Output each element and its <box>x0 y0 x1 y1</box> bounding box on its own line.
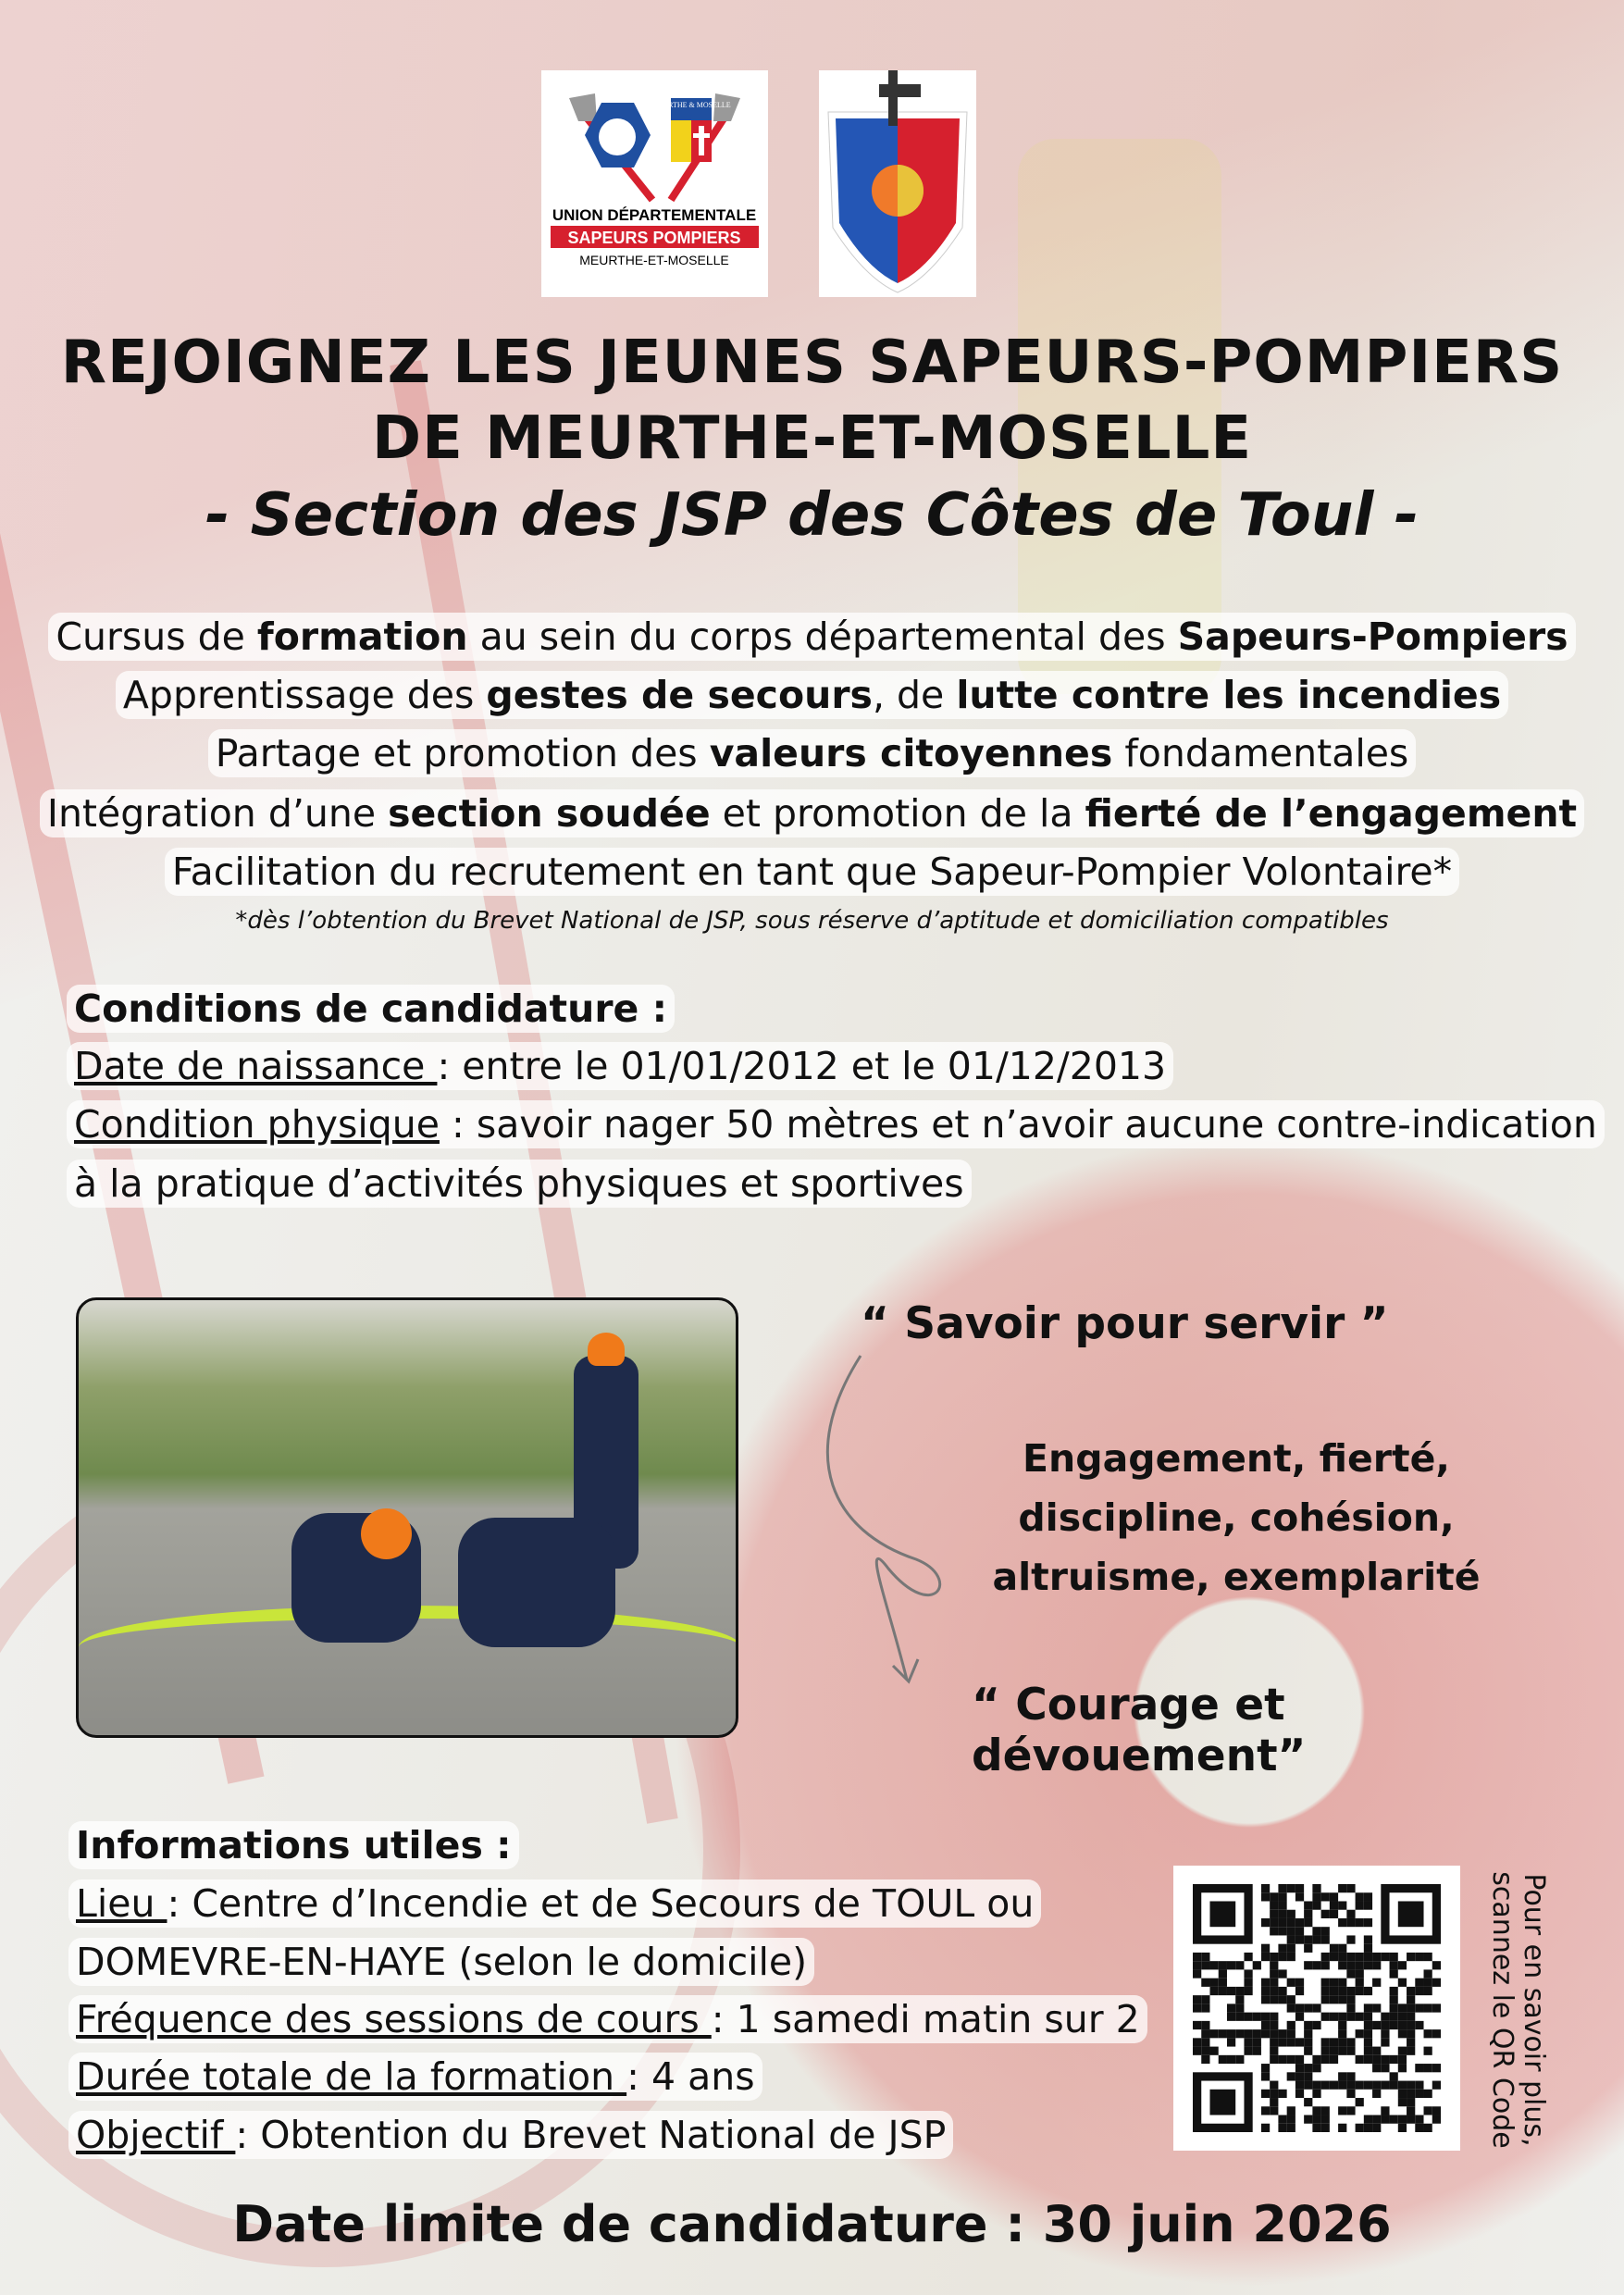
condition-physical-cont: à la pratique d’activités physiques et sportives <box>67 1161 972 1206</box>
info-heading: Informations utiles : <box>68 1823 519 1867</box>
info-lieu: Lieu : Centre d’Incendie et de Secours de TOUL ou <box>68 1881 1041 1926</box>
motto-savoir-pour-servir: “ Savoir pour servir ” <box>861 1298 1389 1349</box>
intro-line-3: Partage et promotion des valeurs citoyennes fondamentales <box>0 726 1624 781</box>
values-line-3: altruisme, exemplarité <box>992 1555 1481 1599</box>
info-frequence: Fréquence des sessions de cours : 1 samedi matin sur 2 <box>68 1997 1147 2041</box>
intro-line-5: Facilitation du recrutement en tant que Sapeur-Pompier Volontaire* <box>0 844 1624 899</box>
svg-text:UNION DÉPARTEMENTALE: UNION DÉPARTEMENTALE <box>552 206 757 224</box>
values-line-2: discipline, cohésion, <box>1018 1495 1455 1540</box>
jsp-training-photo <box>76 1297 738 1738</box>
intro-line-2: Apprentissage des gestes de secours, de lutte contre les incendies <box>0 667 1624 723</box>
qr-caption: Pour en savoir plus, scannez le QR Code <box>1486 1871 1550 2149</box>
info-objectif: Objectif : Obtention du Brevet National de JSP <box>68 2113 953 2157</box>
intro-line-4: Intégration d’une section soudée et promotion de la fierté de l’engagement <box>0 786 1624 841</box>
conditions-heading: Conditions de candidature : <box>67 986 675 1031</box>
title-line-1: REJOIGNEZ LES JEUNES SAPEURS-POMPIERS <box>60 329 1564 397</box>
crest-text: MEURTHE & MOSELLE <box>651 101 731 109</box>
svg-text:SAPEURS POMPIERS: SAPEURS POMPIERS <box>567 229 741 247</box>
info-lieu-cont: DOMEVRE-EN-HAYE (selon le domicile) <box>68 1940 814 1984</box>
svg-text:MEURTHE-ET-MOSELLE: MEURTHE-ET-MOSELLE <box>579 253 729 267</box>
ud-sapeurs-pompiers-logo <box>541 70 768 297</box>
jsp-cotes-de-toul-shield-logo <box>819 70 976 297</box>
condition-birth: Date de naissance : entre le 01/01/2012 et le 01/12/2013 <box>67 1044 1173 1088</box>
condition-physical: Condition physique : savoir nager 50 mètres et n’avoir aucune contre-indication <box>67 1102 1605 1147</box>
footnote: *dès l’obtention du Brevet National de JSP, sous réserve d’aptitude et domiciliation compatibles <box>235 907 1389 935</box>
motto-courage-et-devouement: “ Courage et dévouement” <box>972 1680 1307 1781</box>
intro-line-1: Cursus de formation au sein du corps départemental des Sapeurs-Pompiers <box>0 609 1624 664</box>
title-section-subtitle: - Section des JSP des Côtes de Toul - <box>205 481 1419 550</box>
info-duree: Durée totale de la formation : 4 ans <box>68 2054 762 2099</box>
title-line-2: DE MEURTHE-ET-MOSELLE <box>371 404 1253 473</box>
qr-code[interactable] <box>1173 1866 1460 2151</box>
values-line-1: Engagement, fierté, <box>1023 1436 1450 1481</box>
application-deadline: Date limite de candidature : 30 juin 2026 <box>232 2195 1392 2253</box>
